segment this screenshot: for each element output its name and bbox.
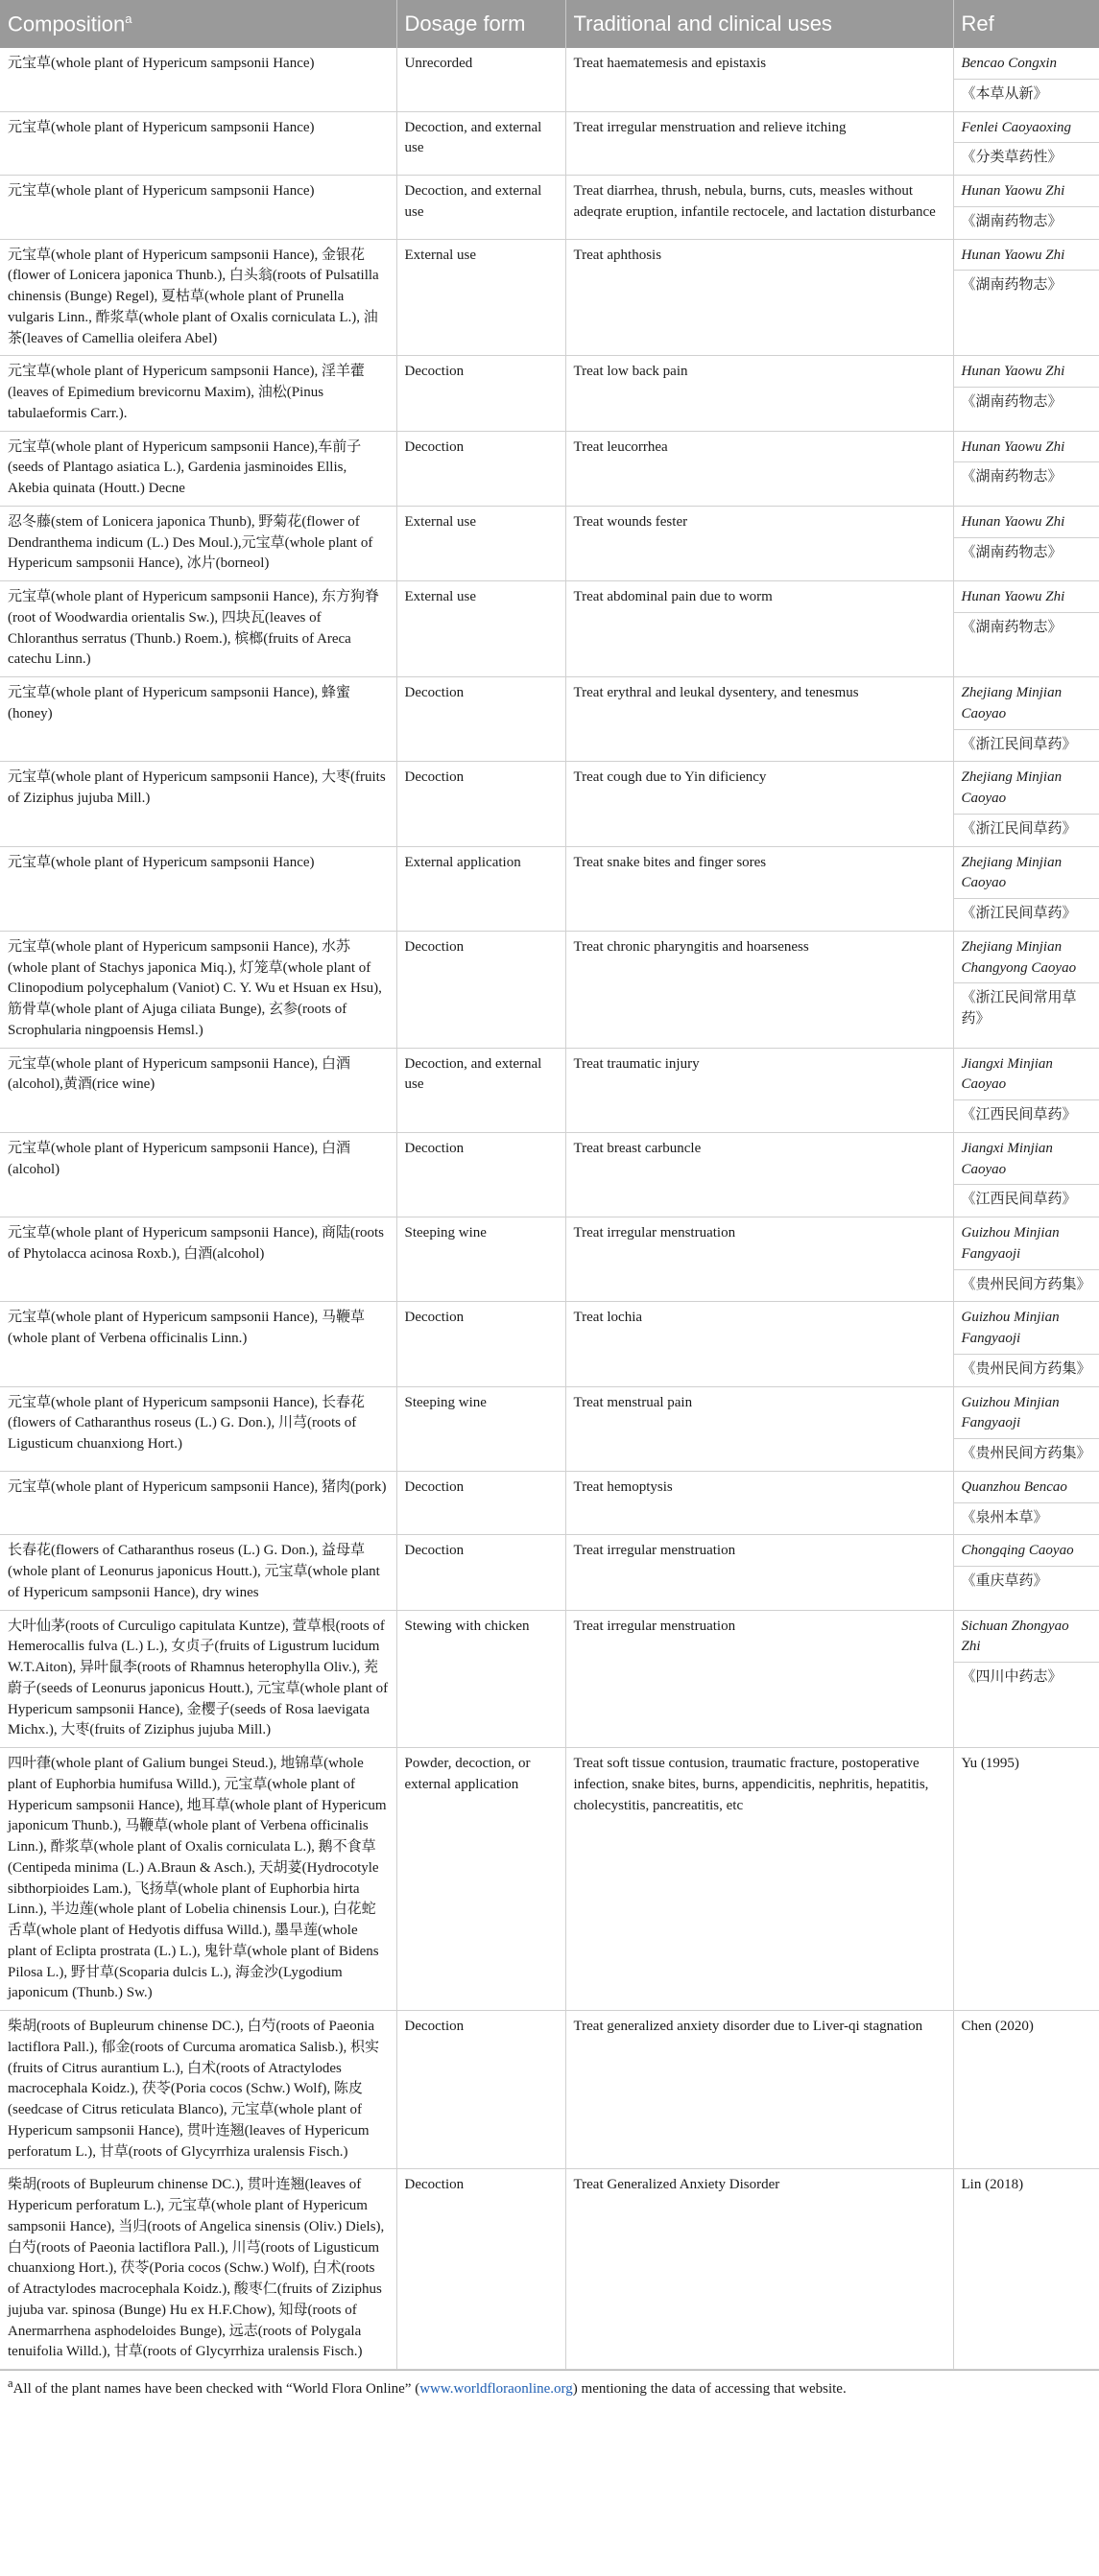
- ref-english: Jiangxi Minjian Caoyao: [961, 1140, 1053, 1177]
- ref-english: Sichuan Zhongyao Zhi: [961, 1618, 1069, 1655]
- uses-cell: Treat cough due to Yin dificiency: [565, 762, 953, 846]
- worldflora-link[interactable]: www.worldfloraonline.org: [419, 2381, 573, 2397]
- ref-cell: [953, 2011, 1099, 2169]
- dosage-cell: Decoction: [396, 2011, 565, 2169]
- ref-english: Jiangxi Minjian Caoyao: [961, 1055, 1053, 1093]
- header-footnote-mark: a: [125, 11, 132, 26]
- ref-cell: [953, 239, 1099, 356]
- uses-cell: Treat snake bites and finger sores: [565, 846, 953, 931]
- composition-cell: 柴胡(roots of Bupleurum chinense DC.), 贯叶连翘(leaves of Hypericum perforatum L.), 元宝草(whole plant of Hypericum sampsonii Hance), 当归(roots of Angelica sinensis (Oliv.) Diels), 白芍(roots of Paeonia lactiflora Pall.), 川芎(roots of Ligusticum chuanxiong Hort.), 茯苓(Poria cocos (Schw.) Wolf), 白术(roots of Atractylodes macrocephala Koidz.), 酸枣仁(fruits of Ziziphus jujuba var. spinosa (Bunge) Hu ex H.F.Chow), 知母(roots of Anermarrhena asphodeloides Bunge), 远志(roots of Polygala tenuifolia Willd.), 甘草(roots of Glycyrrhiza uralensis Fisch.): [0, 2169, 396, 2370]
- composition-cell: 忍冬藤(stem of Lonicera japonica Thunb), 野菊花(flower of Dendranthema indicum (L.) Des Moul.),元宝草(whole plant of Hypericum sampsonii Hance), 冰片(borneol): [0, 506, 396, 580]
- dosage-cell: Decoction, and external use: [396, 1048, 565, 1132]
- dosage-cell: Decoction, and external use: [396, 176, 565, 240]
- uses-cell: Treat menstrual pain: [565, 1386, 953, 1471]
- ref-cell: [953, 176, 1099, 240]
- ref-cell: [953, 677, 1099, 762]
- dosage-cell: Steeping wine: [396, 1386, 565, 1471]
- ref-chinese: 《贵州民间方药集》: [954, 1269, 1099, 1296]
- composition-cell: 大叶仙茅(roots of Curculigo capitulata Kuntze), 萱草根(roots of Hemerocallis fulva (L.) L.), 女贞子(fruits of Ligustrum lucidum W.T.Aiton), 异叶鼠李(roots of Rhamnus heterophylla Oliv.), 茺蔚子(seeds of Leonurus japonicus Houtt.), 元宝草(whole plant of Hypericum sampsonii Hance), 金樱子(seeds of Rosa laevigata Michx.), 大枣(fruits of Ziziphus jujuba Mill.): [0, 1610, 396, 1748]
- uses-cell: Treat haematemesis and epistaxis: [565, 48, 953, 111]
- ref-english: Chen (2020): [961, 2019, 1034, 2034]
- dosage-cell: External use: [396, 239, 565, 356]
- dosage-cell: Decoction: [396, 356, 565, 431]
- composition-cell: 元宝草(whole plant of Hypericum sampsonii Hance): [0, 111, 396, 176]
- composition-cell: 元宝草(whole plant of Hypericum sampsonii Hance), 水苏(whole plant of Stachys japonica Miq.), 灯笼草(whole plant of Clinopodium polycephalum (Vaniot) C. Y. Wu et Hsuan ex Hsu), 筋骨草(whole plant of Ajuga ciliata Bunge), 玄参(roots of Scrophularia ningpoensis Hemsl.): [0, 931, 396, 1048]
- ref-chinese: 《湖南药物志》: [954, 206, 1099, 233]
- ref-english: Zhejiang Minjian Caoyao: [961, 769, 1063, 806]
- ref-english: Chongqing Caoyao: [961, 1543, 1074, 1559]
- ref-chinese: 《浙江民间常用草药》: [954, 982, 1099, 1030]
- uses-cell: Treat chronic pharyngitis and hoarseness: [565, 931, 953, 1048]
- composition-cell: 元宝草(whole plant of Hypericum sampsonii Hance), 金银花(flower of Lonicera japonica Thunb.), 白头翁(roots of Pulsatilla chinensis (Bunge) Regel), 夏枯草(whole plant of Prunella vulgaris Linn., 酢浆草(whole plant of Oxalis corniculata L.), 油茶(leaves of Camellia oleifera Abel): [0, 239, 396, 356]
- table-row: [0, 931, 1099, 1048]
- uses-cell: Treat irregular menstruation: [565, 1217, 953, 1302]
- ref-cell: [953, 2169, 1099, 2370]
- composition-cell: 元宝草(whole plant of Hypericum sampsonii Hance), 白酒(alcohol): [0, 1132, 396, 1217]
- uses-cell: Treat Generalized Anxiety Disorder: [565, 2169, 953, 2370]
- ref-cell: [953, 1471, 1099, 1535]
- table-row: [0, 2169, 1099, 2370]
- uses-cell: Treat diarrhea, thrush, nebula, burns, cuts, measles without adeqrate eruption, infantile rectocele, and lactation disturbance: [565, 176, 953, 240]
- composition-cell: 长春花(flowers of Catharanthus roseus (L.) G. Don.), 益母草(whole plant of Leonurus japonicus Houtt.), 元宝草(whole plant of Hypericum sampsonii Hance), dry wines: [0, 1535, 396, 1610]
- dosage-cell: Decoction: [396, 762, 565, 846]
- ref-english: Zhejiang Minjian Caoyao: [961, 685, 1063, 721]
- dosage-cell: Steeping wine: [396, 1217, 565, 1302]
- ref-cell: [953, 1535, 1099, 1610]
- table-row: [0, 1535, 1099, 1610]
- table-header-row: [0, 0, 1099, 48]
- ref-english: Zhejiang Minjian Caoyao: [961, 854, 1063, 891]
- uses-cell: Treat irregular menstruation and relieve itching: [565, 111, 953, 176]
- header-ref: Ref: [953, 0, 1099, 48]
- composition-cell: 元宝草(whole plant of Hypericum sampsonii Hance),车前子(seeds of Plantago asiatica L.), Gardenia jasminoides Ellis, Akebia quinata (Houtt.) Decne: [0, 431, 396, 506]
- ref-chinese: 《贵州民间方药集》: [954, 1354, 1099, 1381]
- dosage-cell: Decoction: [396, 1471, 565, 1535]
- ref-cell: [953, 111, 1099, 176]
- ref-english: Hunan Yaowu Zhi: [961, 589, 1065, 604]
- ref-cell: [953, 1132, 1099, 1217]
- composition-cell: 元宝草(whole plant of Hypericum sampsonii Hance): [0, 48, 396, 111]
- ref-cell: [953, 1048, 1099, 1132]
- ref-chinese: 《湖南药物志》: [954, 612, 1099, 639]
- uses-cell: Treat low back pain: [565, 356, 953, 431]
- dosage-cell: Unrecorded: [396, 48, 565, 111]
- header-uses: Traditional and clinical uses: [565, 0, 953, 48]
- composition-cell: 元宝草(whole plant of Hypericum sampsonii Hance), 大枣(fruits of Ziziphus jujuba Mill.): [0, 762, 396, 846]
- table-row: [0, 1610, 1099, 1748]
- ref-english: Guizhou Minjian Fangyaoji: [961, 1394, 1060, 1431]
- composition-cell: 元宝草(whole plant of Hypericum sampsonii Hance), 白酒(alcohol),黄酒(rice wine): [0, 1048, 396, 1132]
- ref-chinese: 《浙江民间草药》: [954, 729, 1099, 756]
- ref-cell: [953, 846, 1099, 931]
- uses-cell: Treat abdominal pain due to worm: [565, 581, 953, 677]
- composition-cell: 元宝草(whole plant of Hypericum sampsonii Hance), 长春花(flowers of Catharanthus roseus (L.) G. Don.), 川芎(roots of Ligusticum chuanxiong Hort.): [0, 1386, 396, 1471]
- ref-chinese: 《本草从新》: [954, 79, 1099, 106]
- table-row: [0, 176, 1099, 240]
- ref-english: Hunan Yaowu Zhi: [961, 364, 1065, 380]
- ref-english: Yu (1995): [961, 1756, 1019, 1771]
- ref-cell: [953, 48, 1099, 111]
- uses-cell: Treat erythral and leukal dysentery, and tenesmus: [565, 677, 953, 762]
- ref-cell: [953, 1610, 1099, 1748]
- table-row: [0, 356, 1099, 431]
- ref-chinese: 《浙江民间草药》: [954, 814, 1099, 840]
- uses-cell: Treat aphthosis: [565, 239, 953, 356]
- ref-english: Hunan Yaowu Zhi: [961, 438, 1065, 455]
- ref-english: Zhejiang Minjian Changyong Caoyao: [961, 938, 1077, 976]
- dosage-cell: Powder, decoction, or external application: [396, 1748, 565, 2011]
- ref-english: Guizhou Minjian Fangyaoji: [961, 1225, 1060, 1262]
- ref-chinese: 《分类草药性》: [954, 142, 1099, 169]
- ref-chinese: 《湖南药物志》: [954, 461, 1099, 488]
- ref-chinese: 《泉州本草》: [954, 1502, 1099, 1529]
- uses-cell: Treat leucorrhea: [565, 431, 953, 506]
- ref-cell: [953, 931, 1099, 1048]
- header-dosage: Dosage form: [396, 0, 565, 48]
- header-composition: Composition$^a$: [0, 0, 396, 48]
- ref-chinese: 《江西民间草药》: [954, 1184, 1099, 1211]
- table-row: [0, 111, 1099, 176]
- ref-chinese: 《湖南药物志》: [954, 270, 1099, 296]
- table-row: [0, 581, 1099, 677]
- dosage-cell: Decoction: [396, 677, 565, 762]
- table-row: [0, 677, 1099, 762]
- uses-cell: Treat generalized anxiety disorder due to Liver-qi stagnation: [565, 2011, 953, 2169]
- ref-chinese: 《湖南药物志》: [954, 387, 1099, 414]
- dosage-cell: Decoction: [396, 1302, 565, 1386]
- ref-cell: [953, 581, 1099, 677]
- ref-cell: [953, 762, 1099, 846]
- table-row: [0, 431, 1099, 506]
- table-row: [0, 1048, 1099, 1132]
- uses-cell: Treat irregular menstruation: [565, 1535, 953, 1610]
- ref-cell: [953, 1217, 1099, 1302]
- ref-english: Hunan Yaowu Zhi: [961, 183, 1065, 199]
- table-footnote: $^a$All of the plant names have been checked with “World Flora Online” (www.worldfloraonline.org) mentioning the data of accessing that website.: [0, 2370, 1099, 2403]
- uses-cell: Treat wounds fester: [565, 506, 953, 580]
- uses-cell: Treat hemoptysis: [565, 1471, 953, 1535]
- composition-cell: 元宝草(whole plant of Hypericum sampsonii Hance), 蜂蜜(honey): [0, 677, 396, 762]
- table-row: [0, 1132, 1099, 1217]
- table-row: [0, 506, 1099, 580]
- table-row: [0, 2011, 1099, 2169]
- ref-english: Quanzhou Bencao: [961, 1478, 1067, 1495]
- ref-cell: [953, 1302, 1099, 1386]
- ref-cell: [953, 1386, 1099, 1471]
- ref-english: Bencao Congxin: [961, 56, 1058, 71]
- table-row: [0, 762, 1099, 846]
- ref-chinese: 《四川中药志》: [954, 1662, 1099, 1689]
- composition-cell: 柴胡(roots of Bupleurum chinense DC.), 白芍(roots of Paeonia lactiflora Pall.), 郁金(roots of Curcuma aromatica Salisb.), 枳实(fruits of Citrus aurantium L.), 白术(roots of Atractylodes macrocephala Koidz.), 茯苓(Poria cocos (Schw.) Wolf), 陈皮(seedcase of Citrus reticulata Blanco), 元宝草(whole plant of Hypericum sampsonii Hance), 贯叶连翘(leaves of Hypericum perforatum L.), 甘草(roots of Glycyrrhiza uralensis Fisch.): [0, 2011, 396, 2169]
- dosage-cell: Decoction: [396, 2169, 565, 2370]
- uses-cell: Treat irregular menstruation: [565, 1610, 953, 1748]
- ref-cell: [953, 356, 1099, 431]
- table-row: [0, 1302, 1099, 1386]
- ref-english: Hunan Yaowu Zhi: [961, 247, 1065, 263]
- ref-cell: [953, 431, 1099, 506]
- uses-cell: Treat traumatic injury: [565, 1048, 953, 1132]
- ref-english: Fenlei Caoyaoxing: [961, 119, 1072, 135]
- composition-cell: 元宝草(whole plant of Hypericum sampsonii Hance), 东方狗脊(root of Woodwardia orientalis Sw.), 四块瓦(leaves of Chloranthus serratus (Thunb.) Roem.), 槟榔(fruits of Areca catechu Linn.): [0, 581, 396, 677]
- table-row: [0, 846, 1099, 931]
- dosage-cell: Decoction: [396, 1535, 565, 1610]
- ref-chinese: 《贵州民间方药集》: [954, 1438, 1099, 1465]
- ref-chinese: 《江西民间草药》: [954, 1099, 1099, 1126]
- uses-cell: Treat lochia: [565, 1302, 953, 1386]
- dosage-cell: Stewing with chicken: [396, 1610, 565, 1748]
- composition-cell: 元宝草(whole plant of Hypericum sampsonii Hance), 淫羊藿(leaves of Epimedium brevicornu Maxim), 油松(Pinus tabulaeformis Carr.).: [0, 356, 396, 431]
- table-row: [0, 1386, 1099, 1471]
- ref-chinese: 《浙江民间草药》: [954, 898, 1099, 925]
- ref-english: Hunan Yaowu Zhi: [961, 513, 1065, 530]
- ref-chinese: 《重庆草药》: [954, 1566, 1099, 1593]
- table-row: [0, 1471, 1099, 1535]
- composition-cell: 四叶葎(whole plant of Galium bungei Steud.), 地锦草(whole plant of Euphorbia humifusa Willd.), 元宝草(whole plant of Hypericum sampsonii Hance), 地耳草(whole plant of Hypericum japonicum Thunb.), 马鞭草(whole plant of Verbena officinalis Linn.), 酢浆草(whole plant of Oxalis corniculata L.), 鹅不食草(Centipeda minima (L.) A.Braun & Asch.), 天胡荽(Hydrocotyle sibthorpioides Lam.), 飞扬草(whole plant of Euphorbia hirta Linn.), 半边莲(whole plant of Lobelia chinensis Lour.), 白花蛇舌草(whole plant of Hedyotis diffusa Willd.), 墨旱莲(whole plant of Eclipta prostrata (L.) L.), 鬼针草(whole plant of Bidens Pilosa L.), 野甘草(Scoparia dulcis L.), 海金沙(Lygodium japonicum (Thunb.) Sw.): [0, 1748, 396, 2011]
- composition-cell: 元宝草(whole plant of Hypericum sampsonii Hance), 商陆(roots of Phytolacca acinosa Roxb.), 白酒(alcohol): [0, 1217, 396, 1302]
- composition-cell: 元宝草(whole plant of Hypericum sampsonii Hance), 马鞭草(whole plant of Verbena officinalis Linn.): [0, 1302, 396, 1386]
- table-row: [0, 48, 1099, 111]
- dosage-cell: Decoction: [396, 931, 565, 1048]
- dosage-cell: Decoction: [396, 1132, 565, 1217]
- composition-cell: 元宝草(whole plant of Hypericum sampsonii Hance): [0, 176, 396, 240]
- dosage-cell: External use: [396, 581, 565, 677]
- ref-english: Guizhou Minjian Fangyaoji: [961, 1310, 1060, 1346]
- dosage-cell: Decoction: [396, 431, 565, 506]
- uses-cell: Treat breast carbuncle: [565, 1132, 953, 1217]
- ref-cell: [953, 1748, 1099, 2011]
- dosage-cell: Decoction, and external use: [396, 111, 565, 176]
- composition-cell: 元宝草(whole plant of Hypericum sampsonii Hance), 猪肉(pork): [0, 1471, 396, 1535]
- ref-cell: [953, 506, 1099, 580]
- uses-cell: Treat soft tissue contusion, traumatic fracture, postoperative infection, snake bites, burns, appendicitis, nephritis, hepatitis, cholecystitis, pancreatitis, etc: [565, 1748, 953, 2011]
- composition-cell: 元宝草(whole plant of Hypericum sampsonii Hance): [0, 846, 396, 931]
- dosage-cell: External use: [396, 506, 565, 580]
- table-row: [0, 1217, 1099, 1302]
- ref-chinese: 《湖南药物志》: [954, 537, 1099, 564]
- dosage-cell: External application: [396, 846, 565, 931]
- ref-english: Lin (2018): [961, 2177, 1024, 2193]
- table-row: [0, 1748, 1099, 2011]
- table-row: [0, 239, 1099, 356]
